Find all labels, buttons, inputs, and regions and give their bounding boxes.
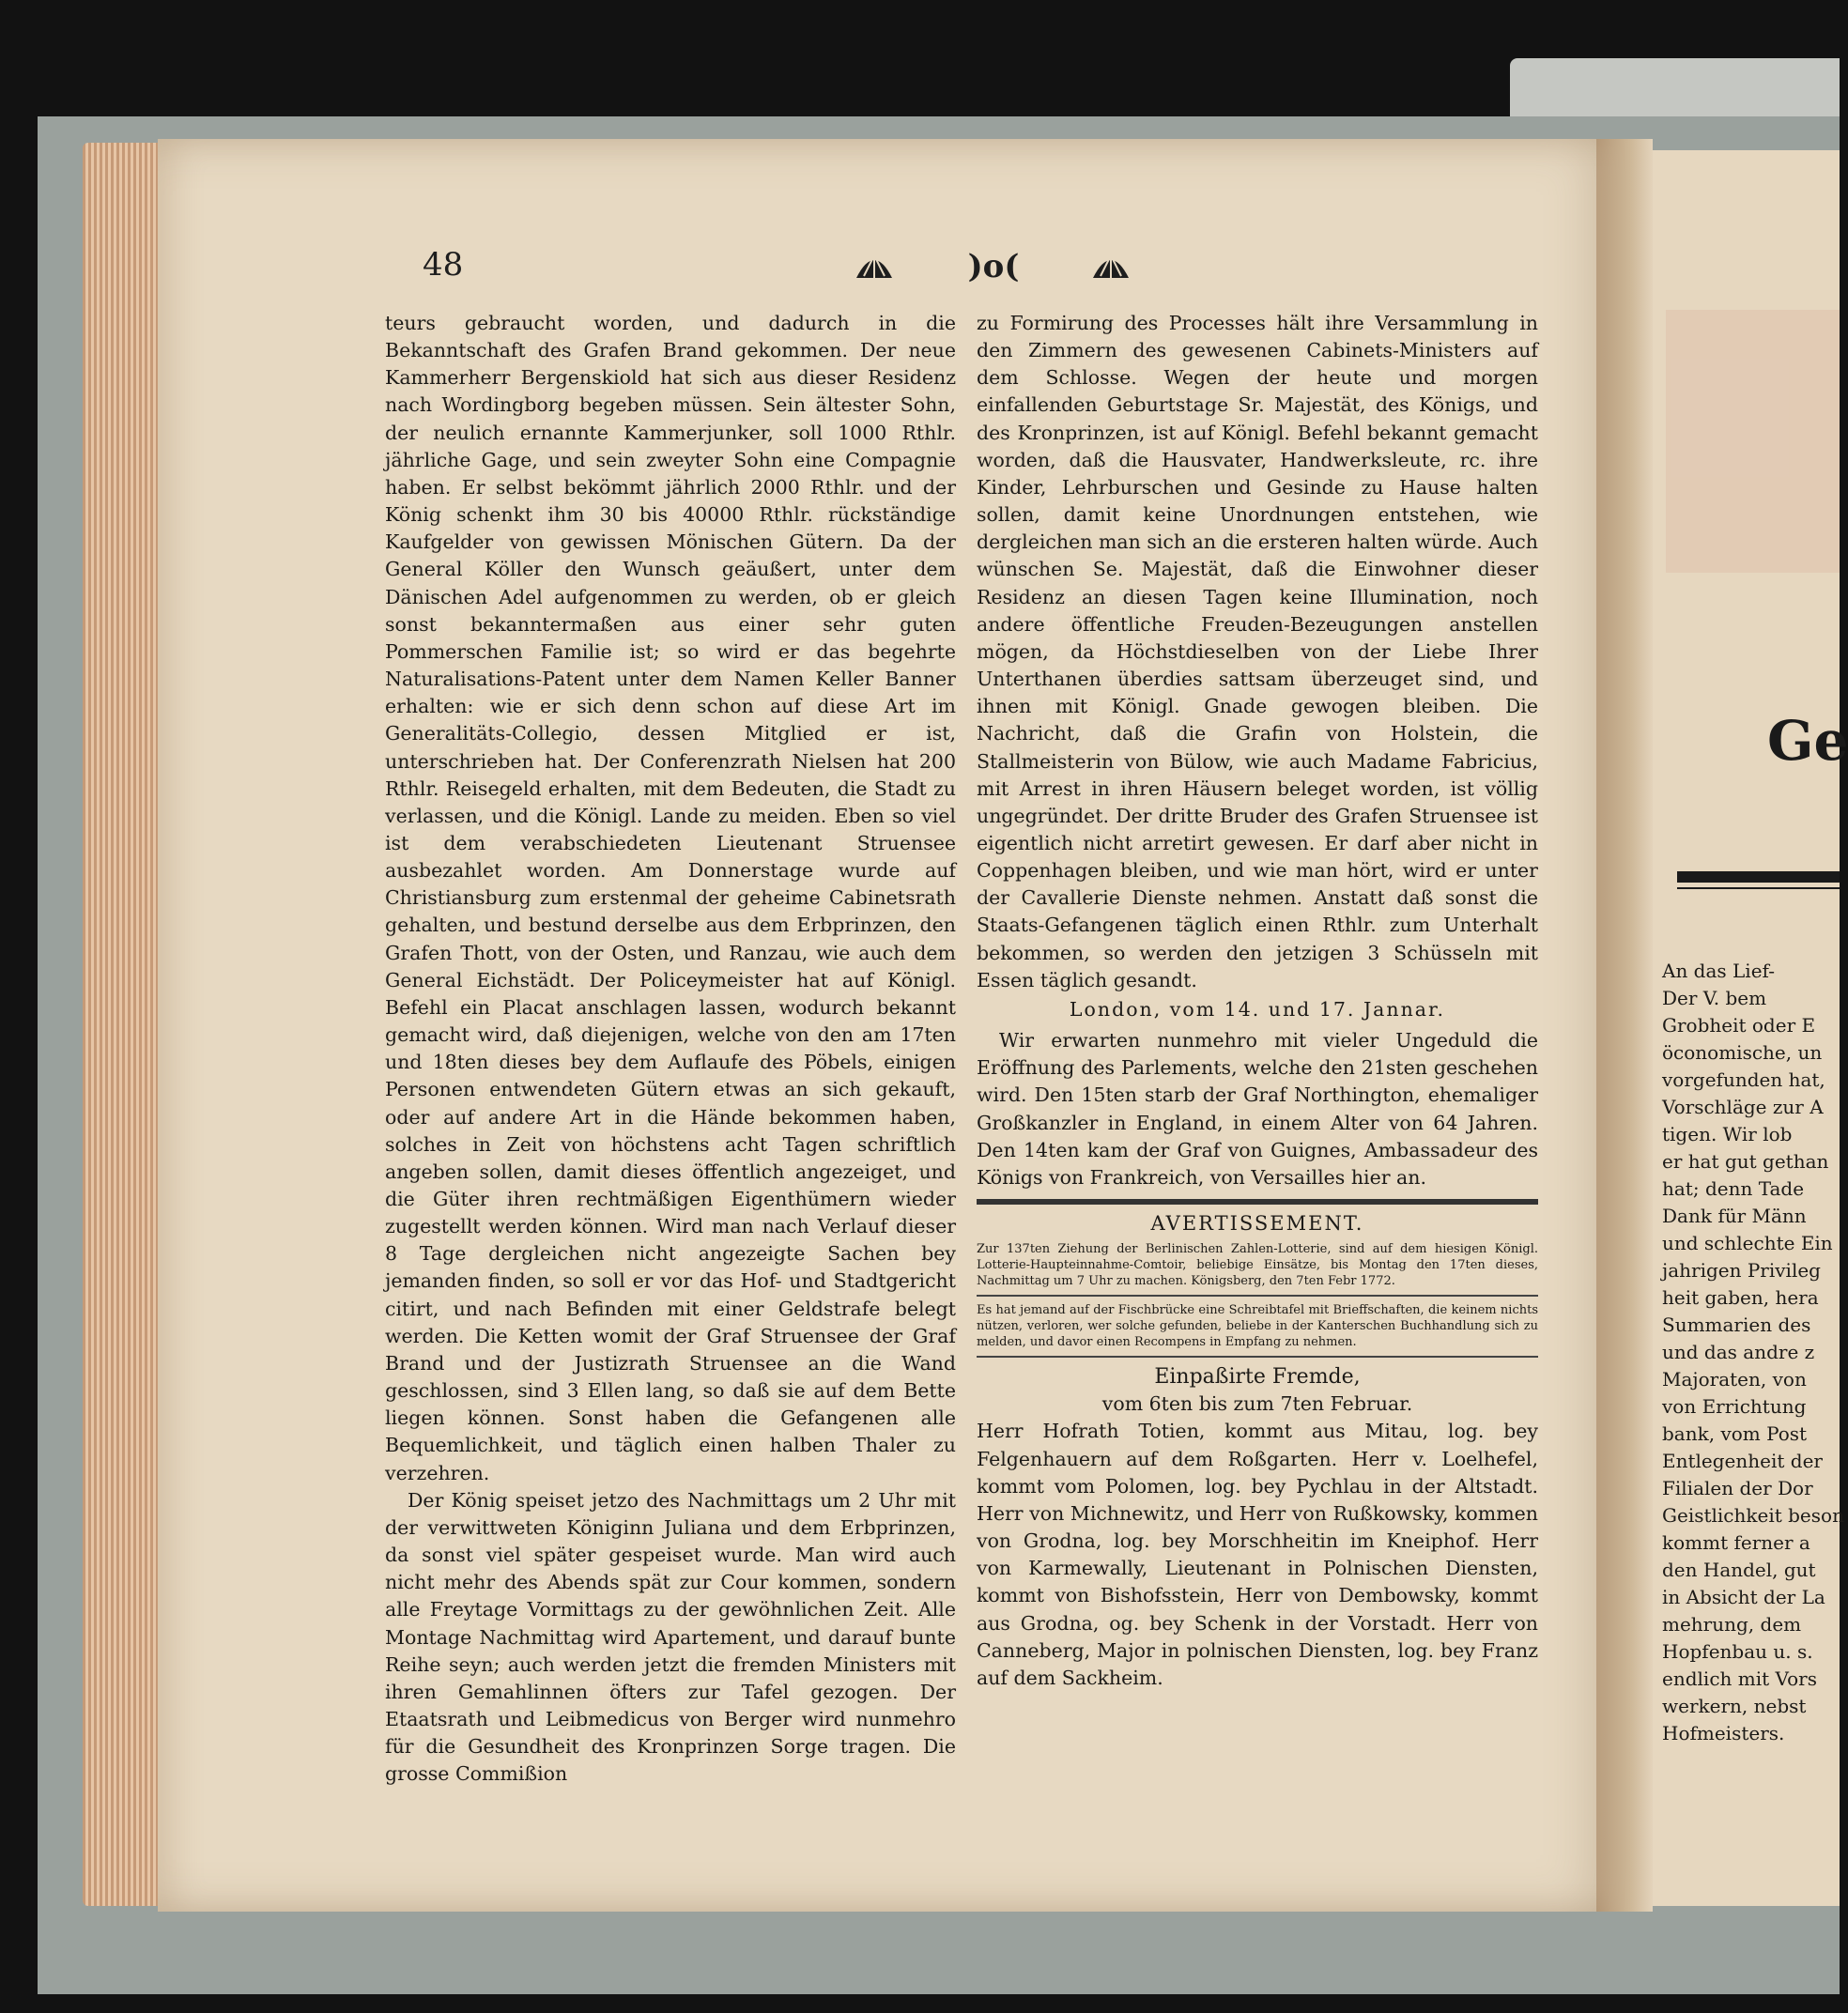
next-page-line: von Errichtung	[1662, 1395, 1807, 1418]
notice-rule	[977, 1295, 1538, 1297]
next-page-line: werkern, nebst	[1662, 1695, 1807, 1717]
next-page-line: Geistlichkeit beson	[1662, 1504, 1844, 1527]
next-page-rule-thin	[1677, 887, 1840, 889]
left-column	[385, 310, 956, 1788]
arrivals-list: Herr Hofrath Totien, kommt aus Mitau, log. bey Felgenhauern auf dem Roßgarten. Herr v. Loelhefel, kommt vom Polomen, log. bey Pychlau in der Altstadt. Herr von Michnewitz, und Herr von Rußkowsky, kommen von Grodna, log. bey Morschheitin im Kneiphof. Herr von Karmewally, Lieutenant in Polnischen Diensten, kommt von Bishofsstein, Herr von Dembowsky, kommt aus Grodna, og. bey Schenk in der Vorstadt. Herr von Canneberg, Major in polnischen Diensten, log. bey Franz auf dem Sackheim.	[977, 1420, 1538, 1689]
next-page-line: jahrigen Privileg	[1662, 1259, 1821, 1282]
arrivals-subtitle: vom 6ten bis zum 7ten Februar.	[1101, 1392, 1413, 1416]
next-page-line: den Handel, gut	[1662, 1559, 1816, 1581]
shell-ornament-icon	[1089, 250, 1132, 282]
page-header	[423, 246, 1587, 289]
next-page-line: vorgefunden hat,	[1662, 1068, 1825, 1091]
commission-report: zu Formirung des Processes hält ihre Versammlung in den Zimmern des gewesenen Cabinets-Ministers auf dem Schlosse. Wegen der heute und morgen einfallenden Geburtstage Sr. Majestät, des Königs, und des Kronprinzen, ist auf Königl. Befehl bekannt gemacht worden, daß die Hausvater, Handwerksleute, rc. ihre Kinder, Lehrburschen und Gesinde zu Hause halten sollen, damit keine Unordnungen entstehen, wie dergleichen man sich an die ersteren halten würde. Auch wünschen Se. Majestät, daß die Einwohner dieser Residenz an diesen Tagen keine Illumination, noch andere öffentliche Freuden-Bezeugungen anstellen mögen, da Höchstdieselben von der Liebe Ihrer Unterthanen überdies sattsam überzeuget sind, und ihnen mit Königl. Gnade gewogen bleiben. Die Nachricht, daß die Grafin von Holstein, die Stallmeisterin von Bülow, wie auch Madame Fabricius, mit Arrest in ihren Häusern beleget worden, ist völlig ungegründet. Der dritte Bruder des Grafen Struensee ist eigentlich nicht arretirt gewesen. Er darf aber nicht in Coppenhagen bleiben, und wie man hört, wird er unter der Cavallerie Dienste nehmen. Anstatt daß sonst die Staats-Gefangenen täglich einen Rthlr. zum Unterhalt bekommen, so werden den jetzigen 3 Schüsseln mit Essen täglich gesandt.	[977, 312, 1538, 991]
next-page-rule	[1677, 871, 1840, 883]
next-page-line: Vorschläge zur A	[1662, 1096, 1824, 1118]
next-page-line: öconomische, un	[1662, 1041, 1823, 1064]
section-rule	[977, 1199, 1538, 1205]
next-page-line: und das andre z	[1662, 1341, 1815, 1363]
avertissement-text: Zur 137ten Ziehung der Berlinischen Zahlen-Lotterie, sind auf dem hiesigen Königl. Lotterie-Haupteinnahme-Comtoir, beliebige Einsätze, bis Montag den 17ten dieses, Nachmittag um 7 Uhr zu machen. Königsberg, den 7ten Febr 1772.	[977, 1242, 1538, 1289]
arrivals-title: Einpaßirte Fremde,	[1154, 1365, 1361, 1390]
next-page-line: er hat gut gethan	[1662, 1150, 1829, 1173]
london-report: Wir erwarten nunmehro mit vieler Ungeduld die Eröffnung des Parlements, welche den 21sten geschehen wird. Den 15ten starb der Graf Northington, ehemaliger Großkanzler in England, in einem Alter von 64 Jahren. Den 14ten kam der Graf von Guignes, Ambassadeur des Königs von Frankreich, von Versailles hier an.	[977, 1029, 1538, 1189]
show-through	[1666, 310, 1840, 573]
next-page-line: bank, vom Post	[1662, 1422, 1808, 1445]
next-page-text	[1662, 958, 1844, 1747]
book-gutter	[1596, 139, 1653, 1912]
court-report: Der König speiset jetzo des Nachmittags um 2 Uhr mit der verwittweten Königinn Juliana und dem Erbprinzen, da sonst viel später gespeiset wurde. Man wird auch nicht mehr des Abends spät zur Cour kommen, sondern alle Freytage Vormittags zu der gewöhnlichen Zeit. Alle Montage Nachmittag wird Apartement, und darauf bunte Reihe seyn; auch werden jetzt die fremden Ministers mit ihren Gemahlinnen öfters zur Tafel gezogen. Der Etaatsrath und Leibmedicus von Berger wird nunmehro für die Gesundheit des Kronprinzen Sorge tragen. Die grosse Commißion	[385, 1488, 956, 1786]
next-page-line: hat; denn Tade	[1662, 1177, 1805, 1200]
london-dateline: London, vom 14. und 17. Jannar.	[1069, 997, 1446, 1021]
next-page-line: Hopfenbau u. s.	[1662, 1640, 1813, 1663]
next-page-line: Hofmeisters.	[1662, 1722, 1785, 1744]
page-edges	[83, 143, 169, 1906]
next-page-line: tigen. Wir lob	[1662, 1123, 1793, 1145]
next-page-line: An das Lief-	[1662, 960, 1775, 982]
next-page-line: Grobheit oder E	[1662, 1014, 1816, 1037]
page-number: 48	[423, 246, 464, 284]
next-page-line: endlich mit Vors	[1662, 1667, 1817, 1690]
next-page-line: Der V. bem	[1662, 987, 1767, 1009]
next-page-line: Majoraten, von	[1662, 1368, 1807, 1391]
next-page-line: in Absicht der La	[1662, 1586, 1825, 1608]
shell-ornament-icon	[853, 250, 896, 282]
next-page-line: mehrung, dem	[1662, 1613, 1802, 1636]
ornament-divider: )o(	[967, 248, 1020, 285]
next-page-line: Filialen der Dor	[1662, 1477, 1813, 1499]
next-page-line: und schlechte Ein	[1662, 1232, 1833, 1254]
next-page-line: Entlegenheit der	[1662, 1450, 1823, 1472]
next-page-line: Dank für Männ	[1662, 1205, 1807, 1227]
right-column	[977, 310, 1538, 1692]
next-page-line: kommt ferner a	[1662, 1531, 1810, 1554]
next-page-line: heit gaben, hera	[1662, 1286, 1819, 1309]
lost-notice: Es hat jemand auf der Fischbrücke eine Schreibtafel mit Brieffschaften, die keinem nichts nützen, verloren, wer solche gefunden, beliebe in der Kanterschen Buchhandlung sich zu melden, und davor einen Recompens in Empfang zu nehmen.	[977, 1303, 1538, 1350]
arrivals-rule	[977, 1356, 1538, 1358]
copenhagen-report: teurs gebraucht worden, und dadurch in die Bekanntschaft des Grafen Brand gekommen. Der neue Kammerherr Bergenskiold hat sich aus dieser Residenz nach Wordingborg begeben müssen. Sein ältester Sohn, der neulich ernannte Kammerjunker, soll 1000 Rthlr. jährliche Gage, und sein zweyter Sohn eine Compagnie haben. Er selbst bekömmt jährlich 2000 Rthlr. und der König schenkt ihm 30 bis 40000 Rthlr. rückständige Kaufgelder von gewissen Mönischen Gütern. Da der General Köller den Wunsch geäußert, unter dem Dänischen Adel aufgenommen zu werden, ob er gleich sonst bekanntermaßen aus einer sehr guten Pommerschen Familie ist; so wird er das begehrte Naturalisations-Patent unter dem Namen Keller Banner erhalten: wie er sich denn schon auf diese Art im Generalitäts-Collegio, dessen Mitglied er ist, unterschrieben hat. Der Conferenzrath Nielsen hat 200 Rthlr. Reisegeld erhalten, mit dem Bedeuten, die Stadt zu verlassen, und die Königl. Lande zu meiden. Eben so viel ist dem verabschiedeten Lieutenant Struensee ausbezahlet worden. Am Donnerstage wurde auf Christiansburg zum erstenmal der geheime Cabinetsrath gehalten, und bestund derselbe aus dem Erbprinzen, den Grafen Thott, von der Osten, und Ranzau, wie auch dem General Eichstädt. Der Policeymeister hat auf Königl. Befehl ein Placat anschlagen lassen, wodurch bekannt gemacht wird, daß diejenigen, welche von den am 17ten und 18ten dieses bey dem Auflaufe des Pöbels, einigen Personen entwendeten Gütern etwas an sich gekauft, oder auf andere Art in die Hände bekommen haben, solches in Zeit von höchstens acht Tagen schriftlich angeben sollen, damit dieses öffentlich angezeiget, und die Güter ihren rechtmäßigen Eigenthümern wieder zugestellt werden können. Wird man nach Verlauf dieser 8 Tage dergleichen nicht angezeigte Sachen bey jemanden finden, so soll er vor das Hof- und Stadtgericht citirt, und nach Befinden mit einer Geldstrafe belegt werden. Die Ketten womit der Graf Struensee der Graf Brand und der Justizrath Struensee an die Wand geschlossen, sind 3 Ellen lang, so daß sie auf dem Bette liegen können. Sonst haben die Gefangenen alle Bequemlichkeit, und täglich einen halben Thaler zu verzehren.	[385, 312, 956, 1484]
next-page-heading: Ge	[1767, 709, 1848, 773]
avertissement-title: AVERTISSEMENT.	[1150, 1212, 1364, 1235]
next-page-line: Summarien des	[1662, 1314, 1811, 1336]
